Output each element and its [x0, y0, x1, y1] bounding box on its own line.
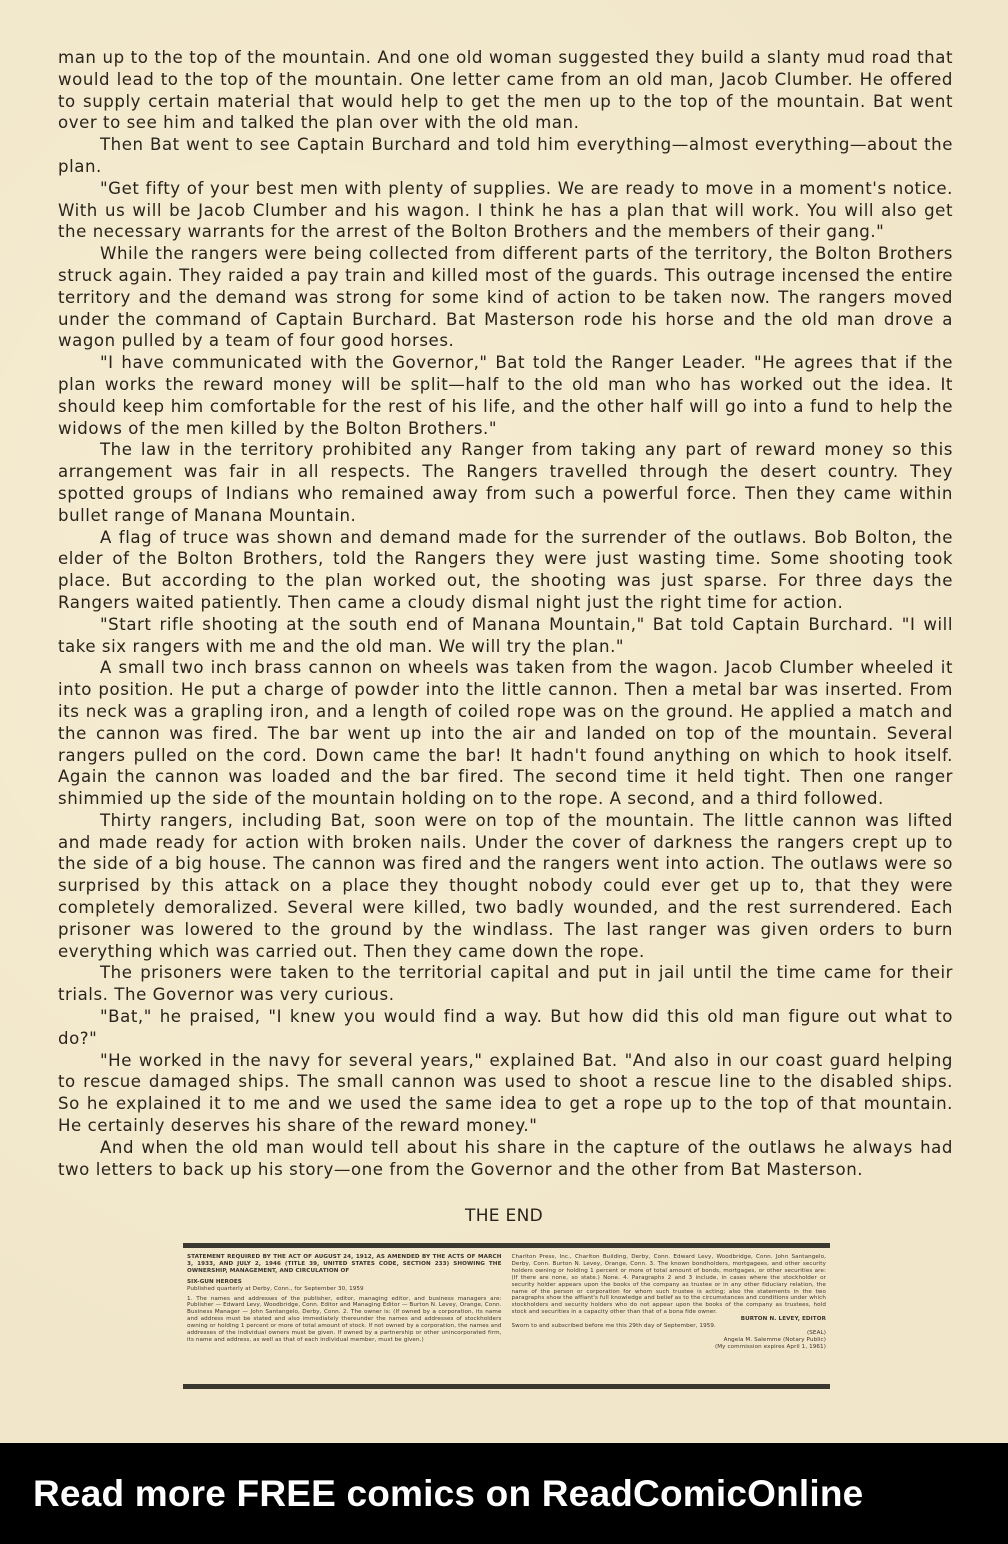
story-paragraph: "I have communicated with the Governor," Bat told the Ranger Leader. "He agrees that if the plan works the reward money will be split—half to the old man who has worked out the idea. It should keep him comfortable for the rest of his life, and the other half will go into a fund to help the widows of the men killed by the Bolton Brothers."	[58, 353, 953, 438]
story-paragraph: "He worked in the navy for several years," explained Bat. "And also in our coast guard helping to rescue damaged ships. The small cannon was used to shoot a rescue line to the disabled ships. So he explained it to me and we used the same idea to get a rope up to the top of that mountain. He certainly deserves his share of the reward money."	[58, 1050, 953, 1136]
statement-published: Published quarterly at Derby, Conn., for September 30, 1959	[187, 1285, 364, 1292]
story-paragraph: While the rangers were being collected from different parts of the territory, the Bolton Brothers struck again. They raided a pay train and killed most of the guards. This outrage incensed the entire territory and the demand was strong for some kind of action to be taken now. The rangers moved under the command of Captain Burchard. Bat Masterson rode his horse and the old man drove a wagon pulled by a team of four good horses.	[58, 244, 953, 351]
statement-notary: Angela M. Salemme (Notary Public)	[723, 1336, 826, 1343]
story-text	[58, 47, 953, 1180]
story-paragraph: Then Bat went to see Captain Burchard and told him everything—almost everything—about the plan.	[58, 135, 953, 176]
statement-heading: STATEMENT REQUIRED BY THE ACT OF AUGUST 24, 1912, AS AMENDED BY THE ACTS OF MARCH 3, 1933, AND JULY 2, 1946 (TITLE 39, UNITED STATES CODE, SECTION 233) SHOWING THE OWNERSHIP, MANAGEMENT, AND CIRCULATION OF	[187, 1254, 502, 1274]
statement-left-body: 1. The names and addresses of the publisher, editor, managing editor, and business managers are: Publisher — Edward Levy, Woodbridge, Conn. Editor and Managing Editor — Burton N. Levey, Orange, Conn. Business Manager — John Santangelo, Derby, Conn. 2. The owner is: (If owned by a corporation, its name and address must be stated and also immediately thereunder the names and addresses of stockholders owning or holding 1 percent or more of total amount of stock. If not owned by a corporation, the names and addresses of the individual owners must be given. If owned by a partnership or other unincorporated firm, its name and address, as well as that of each individual member, must be given.)	[187, 1295, 502, 1343]
the-end-label: THE END	[465, 1206, 543, 1226]
story-paragraph: The prisoners were taken to the territorial capital and put in jail until the time came for their trials. The Governor was very curious.	[58, 963, 953, 1005]
story-paragraph: "Start rifle shooting at the south end of Manana Mountain," Bat told Captain Burchard. "I will take six rangers with me and the old man. We will try the plan."	[58, 614, 953, 656]
promo-banner-text[interactable]: Read more FREE comics on ReadComicOnline	[33, 1473, 864, 1514]
story-paragraph: And when the old man would tell about his share in the capture of the outlaws he always had two letters to back up his story—one from the Governor and the other from Bat Masterson.	[58, 1137, 953, 1179]
story-paragraph: man up to the top of the mountain. And one old woman suggested they build a slanty mud road that would lead to the top of the mountain. One letter came from an old man, Jacob Clumber. He offered to supply certain material that would help to get the men up to the top of the mountain. Bat went over to see him and talked the plan over with the old man.	[58, 48, 953, 133]
story-paragraph: A flag of truce was shown and demand made for the surrender of the outlaws. Bob Bolton, the elder of the Bolton Brothers, told the Rangers they were just wasting time. Some shooting took place. But according to the plan worked out, the shooting was just sparse. For three days the Rangers waited patiently. Then came a cloudy dismal night just the right time for action.	[58, 527, 953, 612]
story-paragraph: Thirty rangers, including Bat, soon were on top of the mountain. The little cannon was lifted and made ready for action with broken nails. Under the cover of darkness the rangers crept up to the side of a big house. The cannon was fired and the rangers went into action. The outlaws were so surprised by this attack on a place they thought nobody could ever get up to, that they were completely demoralized. Several were killed, two badly wounded, and the rest surrendered. Each prisoner was lowered to the ground by the windlass. The last ranger was given orders to burn everything which was carried out. Then they came down the rope.	[58, 810, 953, 961]
promo-banner[interactable]	[0, 1443, 1008, 1544]
statement-sworn: Sworn to and subscribed before me this 29th day of September, 1959.	[511, 1323, 716, 1330]
story-paragraph: "Get fifty of your best men with plenty of supplies. We are ready to move in a moment's notice. With us will be Jacob Clumber and his wagon. I think he has a plan that will work. You will also get the necessary warrants for the arrest of the Bolton Brothers and the members of their gang."	[58, 178, 953, 242]
statement-commission: (My commission expires April 1, 1961)	[714, 1343, 826, 1350]
story-paragraph: "Bat," he praised, "I knew you would find a way. But how did this old man figure out what to do?"	[58, 1007, 953, 1048]
statement-left-column	[187, 1254, 502, 1380]
statement-seal: (SEAL)	[807, 1329, 826, 1336]
ownership-statement	[183, 1243, 830, 1389]
statement-title: SIX-GUN HEROES	[187, 1278, 242, 1285]
statement-signature: BURTON N. LEVEY, EDITOR	[740, 1316, 826, 1323]
statement-right-body: Charlton Press, Inc., Charlton Building, Derby, Conn. Edward Levy, Woodbridge, Conn. John Santangelo, Derby, Conn. Burton N. Levey, Orange, Conn. 3. The known bondholders, mortgagees, and other security holders owning or holding 1 percent or more of total amount of bonds, mortgages, or other securities are: (If there are none, so state.) None. 4. Paragraphs 2 and 3 include, in cases where the stockholder or security holder appears upon the books of the company as trustee or in any other fiduciary relation, the name of the person or corporation for whom such trustee is acting; also the statements in the two paragraphs show the affiant's full knowledge and belief as to the circumstances and conditions under which stockholders and security holders who do not appear upon the books of the company as trustees, hold stock and securities in a capacity other than that of a bona fide owner.	[511, 1254, 826, 1316]
statement-right-column	[512, 1254, 827, 1380]
story-paragraph: The law in the territory prohibited any Ranger from taking any part of reward money so this arrangement was fair in all respects. The Rangers travelled through the desert country. They spotted groups of Indians who remained away from such a powerful force. Then they came within bullet range of Manana Mountain.	[58, 440, 953, 525]
story-paragraph: A small two inch brass cannon on wheels was taken from the wagon. Jacob Clumber wheeled it into position. He put a charge of powder into the little cannon. Then a metal bar was inserted. From its neck was a grapling iron, and a length of coiled rope was on the ground. He applied a match and the cannon was fired. The bar went up into the air and landed on top of the mountain. Several rangers pulled on the cord. Down came the bar! It hadn't found anything on which to hook itself. Again the cannon was loaded and the bar fired. The second time it held tight. Then one ranger shimmied up the side of the mountain holding on to the rope. A second, and a third followed.	[58, 658, 953, 809]
